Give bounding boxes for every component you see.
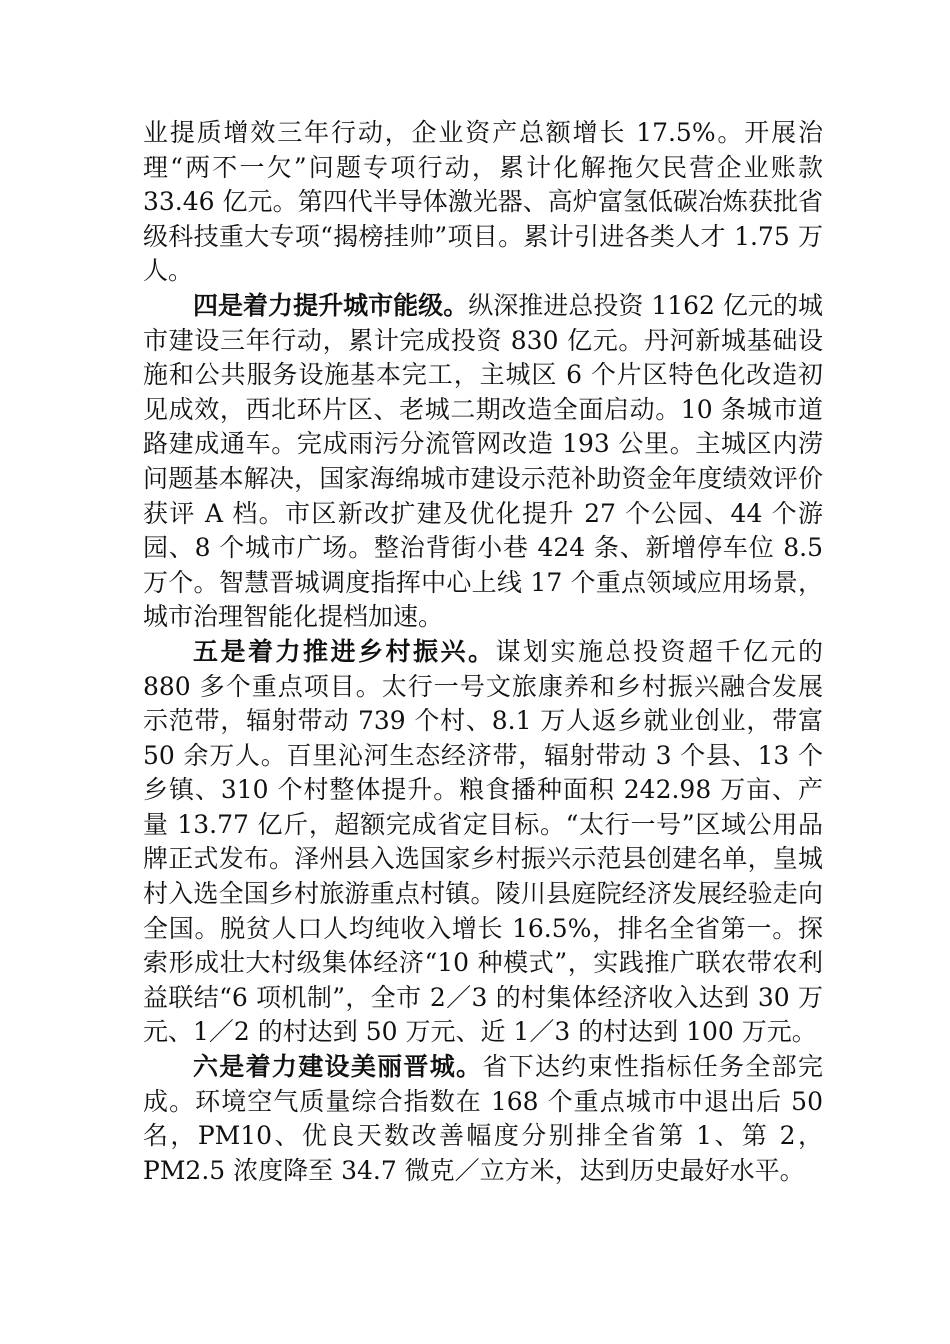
paragraph-rural-revitalization [143, 635, 823, 1050]
paragraph-beautiful-jincheng [143, 1050, 823, 1188]
paragraph-text: 省下达约束性指标任务全部完成。环境空气质量综合指数在 168 个重点城市中退出后 50 名，PM10、优良天数改善幅度分别排全省第 1、第 2，PM2.5 浓度降至 34.7 微克／立方米，达到历史最好水平。 [143, 1052, 823, 1185]
paragraph-city-level [143, 289, 823, 635]
document-page [143, 116, 823, 1188]
paragraph-text: 纵深推进总投资 1162 亿元的城市建设三年行动，累计完成投资 830 亿元。丹河新城基础设施和公共服务设施基本完工，主城区 6 个片区特色化改造初见成效，西北环片区、老城二期改造全面启动。10 条城市道路建成通车。完成雨污分流管网改造 193 公里。主城区内涝问题基本解决，国家海绵城市建设示范补助资金年度绩效评价获评 A 档。市区新改扩建及优化提升 27 个公园、44 个游园、8 个城市广场。整治背街小巷 424 条、新增停车位 8.5 万个。智慧晋城调度指挥中心上线 17 个重点领域应用场景，城市治理智能化提档加速。 [143, 290, 823, 632]
paragraph-lead: 四是着力提升城市能级。 [193, 290, 469, 320]
paragraph-lead: 五是着力推进乡村振兴。 [193, 636, 496, 666]
paragraph-text: 谋划实施总投资超千亿元的 880 多个重点项目。太行一号文旅康养和乡村振兴融合发展示范带，辐射带动 739 个村、8.1 万人返乡就业创业，带富 50 余万人。百里沁河生态经济带，辐射带动 3 个县、13 个乡镇、310 个村整体提升。粮食播种面积 242.98 万亩、产量 13.77 亿斤，超额完成省定目标。“太行一号”区域公用品牌正式发布。泽州县入选国家乡村振兴示范县创建名单，皇城村入选全国乡村旅游重点村镇。陵川县庭院经济发展经验走向全国。脱贫人口人均纯收入增长 16.5%，排名全省第一。探索形成壮大村级集体经济“10 种模式”，实践推广联农带农利益联结“6 项机制”，全市 2／3 的村集体经济收入达到 30 万元、1／2 的村达到 50 万元、近 1／3 的村达到 100 万元。 [143, 636, 823, 1047]
paragraph-enterprise-talent [143, 116, 823, 289]
paragraph-lead: 六是着力建设美丽晋城。 [193, 1052, 483, 1082]
paragraph-text: 业提质增效三年行动，企业资产总额增长 17.5%。开展治理“两不一欠”问题专项行动，累计化解拖欠民营企业账款 33.46 亿元。第四代半导体激光器、高炉富氢低碳冶炼获批省级科技重大专项“揭榜挂帅”项目。累计引进各类人才 1.75 万人。 [143, 118, 823, 286]
